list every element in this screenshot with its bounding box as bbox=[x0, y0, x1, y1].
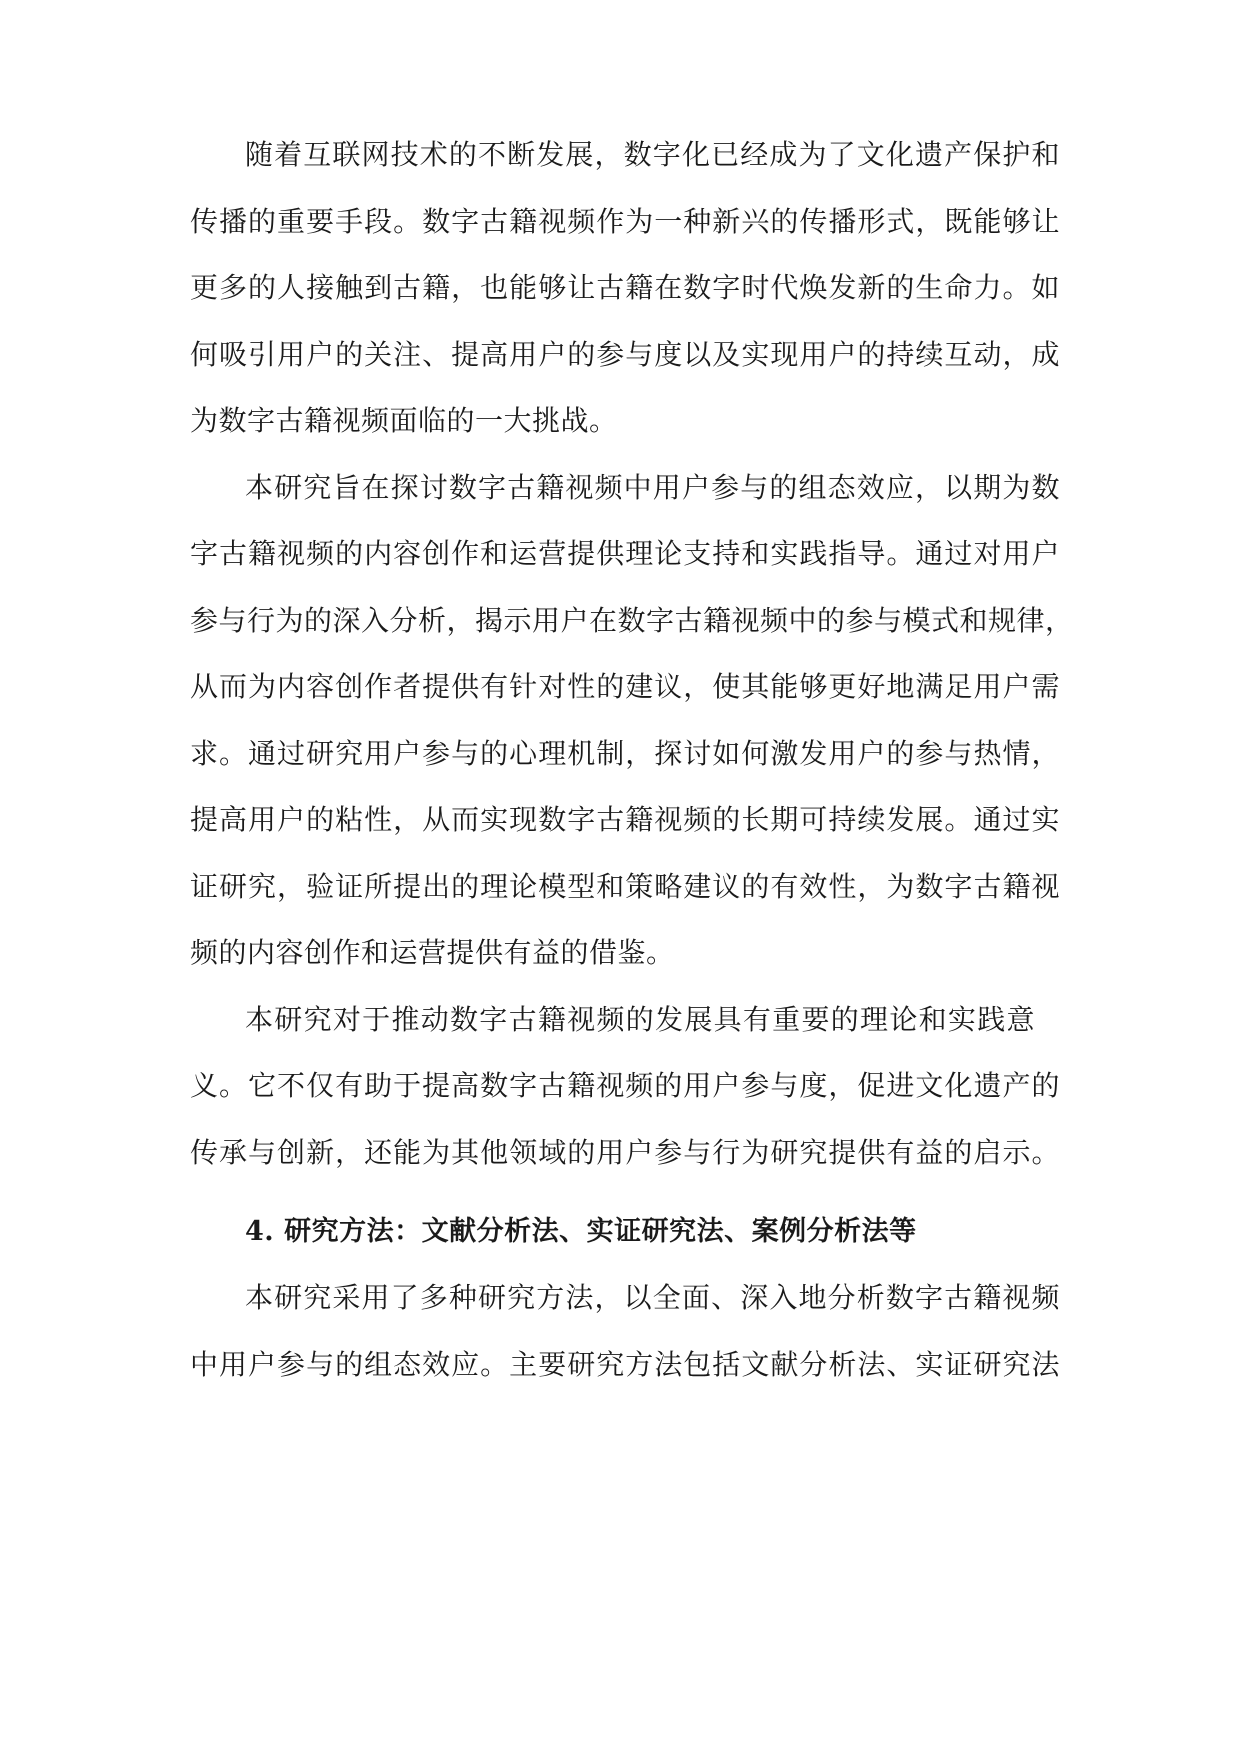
paragraph-line: 何吸引用户的关注、提高用户的参与度以及实现用户的持续互动，成 bbox=[190, 338, 1060, 371]
paragraph-line: 证研究，验证所提出的理论模型和策略建议的有效性，为数字古籍视 bbox=[190, 870, 1060, 903]
paragraph-line: 参与行为的深入分析，揭示用户在数字古籍视频中的参与模式和规律， bbox=[190, 604, 1074, 637]
paragraph-line: 传承与创新，还能为其他领域的用户参与行为研究提供有益的启示。 bbox=[190, 1136, 1060, 1169]
paragraph-line: 随着互联网技术的不断发展，数字化已经成为了文化遗产保护和 bbox=[245, 138, 1060, 171]
paragraph-line: 频的内容创作和运营提供有益的借鉴。 bbox=[190, 936, 675, 969]
paragraph-line: 义。它不仅有助于提高数字古籍视频的用户参与度，促进文化遗产的 bbox=[190, 1069, 1060, 1102]
paragraph-line: 本研究对于推动数字古籍视频的发展具有重要的理论和实践意 bbox=[245, 1003, 1035, 1036]
paragraph-line: 本研究旨在探讨数字古籍视频中用户参与的组态效应，以期为数 bbox=[245, 471, 1060, 504]
paragraph-line: 为数字古籍视频面临的一大挑战。 bbox=[190, 404, 618, 437]
paragraph-line: 提高用户的粘性，从而实现数字古籍视频的长期可持续发展。通过实 bbox=[190, 803, 1060, 836]
paragraph-line: 字古籍视频的内容创作和运营提供理论支持和实践指导。通过对用户 bbox=[190, 537, 1060, 570]
paragraph-line: 求。通过研究用户参与的心理机制，探讨如何激发用户的参与热情， bbox=[190, 737, 1060, 770]
paragraph-line: 本研究采用了多种研究方法，以全面、深入地分析数字古籍视频 bbox=[245, 1281, 1060, 1314]
paragraph-line: 更多的人接触到古籍，也能够让古籍在数字时代焕发新的生命力。如 bbox=[190, 271, 1060, 304]
section-heading: 4. 研究方法：文献分析法、实证研究法、案例分析法等 bbox=[245, 1216, 917, 1247]
paragraph-line: 传播的重要手段。数字古籍视频作为一种新兴的传播形式，既能够让 bbox=[190, 205, 1060, 238]
paragraph-line: 从而为内容创作者提供有针对性的建议，使其能够更好地满足用户需 bbox=[190, 670, 1060, 703]
paragraph-line: 中用户参与的组态效应。主要研究方法包括文献分析法、实证研究法 bbox=[190, 1348, 1060, 1381]
